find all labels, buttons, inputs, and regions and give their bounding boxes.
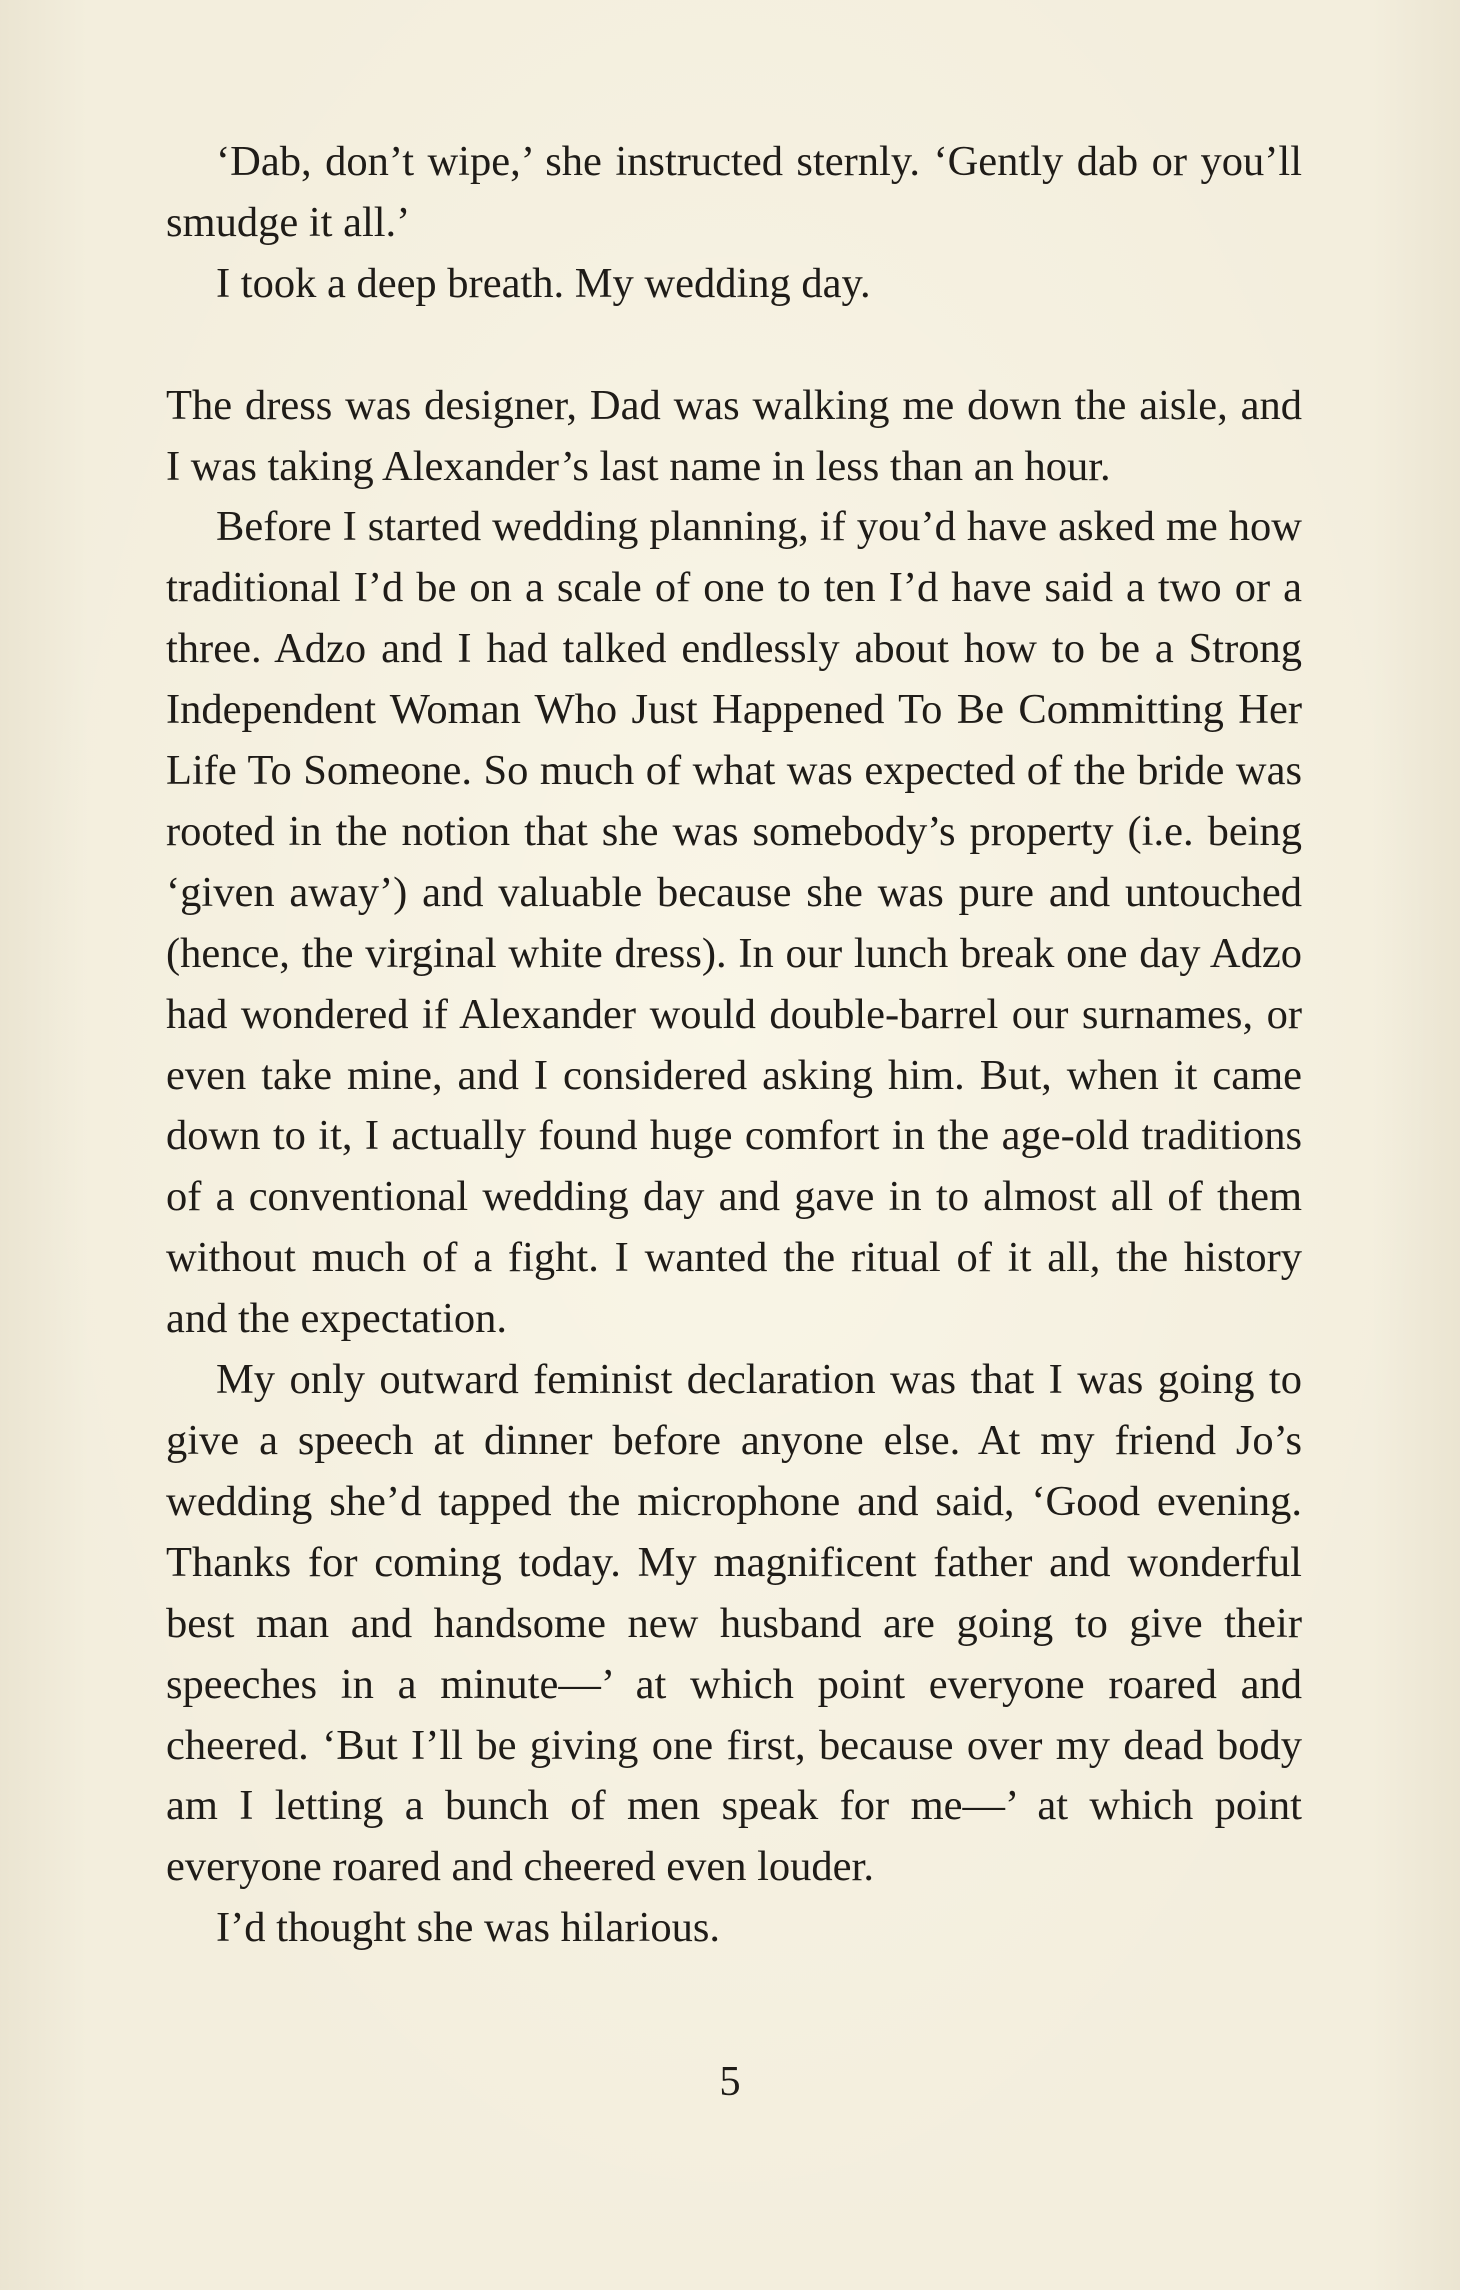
paragraph-hilarious: I’d thought she was hilarious. xyxy=(216,1904,721,1952)
paragraph-speech: My only outward feminist declaration was that I was going to give a speech at dinner before anyone else. At my friend Jo’s wedding she’d tapped the microphone and said, ‘Good evening. Thanks for coming today. My magnificent father and wonderful best man and handsome new husband are going to give their speeches in a minute—’ at which point everyone roared and cheered. ‘But I’ll be giving one first, because over my dead body am I letting a bunch of men speak for me—’ at which point everyone roared and cheered even louder. xyxy=(166,1356,1302,1891)
paragraph-breath: I took a deep breath. My wedding day. xyxy=(216,259,871,307)
paragraph-dialogue: ‘Dab, don’t wipe,’ she instructed sternly. ‘Gently dab or you’ll smudge it all.’ xyxy=(166,138,1302,246)
body-text xyxy=(166,132,1302,1959)
paragraph-tradition: Before I started wedding planning, if you’d have asked me how traditional I’d be on a scale of one to ten I’d have said a two or a three. Adzo and I had talked endlessly about how to be a Strong Independent Woman Who Just Happened To Be Committing Her Life To Someone. So much of what was expected of the bride was rooted in the notion that she was somebody’s property (i.e. being ‘given away’) and valuable because she was pure and untouched (hence, the virginal white dress). In our lunch break one day Adzo had wondered if Alexander would double-barrel our surnames, or even take mine, and I considered asking him. But, when it came down to it, I actually found huge comfort in the age-old traditions of a conventional wedding day and gave in to almost all of them without much of a fight. I wanted the ritual of it all, the history and the expectation. xyxy=(166,503,1302,1343)
paragraph-dress: The dress was designer, Dad was walking me down the aisle, and I was taking Alexander’s last name in less than an hour. xyxy=(166,381,1302,490)
page-number: 5 xyxy=(719,2058,741,2105)
